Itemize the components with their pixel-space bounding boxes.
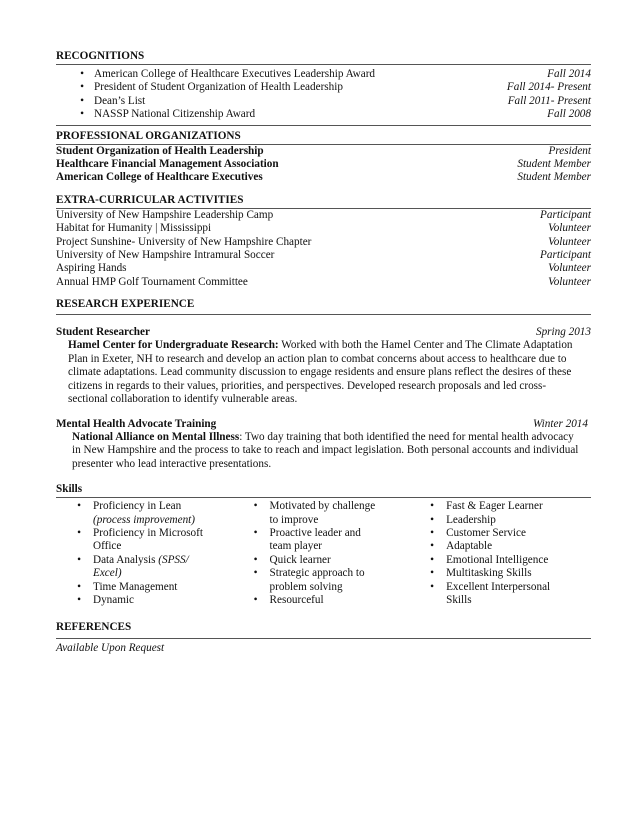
skill-item: • Fast & Eager Learner — [409, 500, 586, 513]
section-title-research: RESEARCH EXPERIENCE — [56, 298, 195, 311]
skill-item: • Multitasking Skills — [409, 567, 586, 580]
bullet-icon: • — [430, 526, 435, 539]
divider — [56, 497, 591, 498]
list-item: Project Sunshine- University of New Hampshire Chapter Volunteer — [56, 235, 591, 248]
list-item: Habitat for Humanity | Mississippi Volunteer — [56, 222, 591, 235]
bullet-icon: • — [253, 553, 258, 566]
references-section — [56, 621, 591, 655]
skill-item: • Proactive leader and team player — [233, 527, 410, 554]
skill-item: • Adaptable — [409, 540, 586, 553]
divider — [56, 64, 591, 65]
bullet-icon: • — [253, 526, 258, 539]
divider — [56, 638, 591, 639]
list-item: University of New Hampshire Intramural Soccer Participant — [56, 248, 591, 261]
section-title-extracurricular: EXTRA-CURRICULAR ACTIVITIES — [56, 193, 244, 206]
bullet-icon: • — [77, 580, 81, 593]
skill-item: • Proficiency in Microsoft Office — [56, 527, 233, 554]
extracurricular-section — [56, 194, 591, 289]
bullet-icon: • — [80, 81, 84, 94]
section-title-skills: Skills — [56, 483, 83, 496]
list-item: Annual HMP Golf Tournament Committee Volunteer — [56, 275, 591, 288]
skill-item: • Time Management — [56, 581, 233, 594]
skills-column — [56, 500, 233, 607]
list-item: Healthcare Financial Management Association Student Member — [56, 157, 591, 170]
list-item: • President of Student Organization of Health Leadership Fall 2014- Present — [56, 81, 591, 94]
skill-item: • Motivated by challenge to improve — [233, 500, 410, 527]
skill-item: • Emotional Intelligence — [409, 554, 586, 567]
skill-item: • Leadership — [409, 514, 586, 527]
bullet-icon: • — [80, 68, 84, 80]
list-item: • American College of Healthcare Executives Leadership Award Fall 2014 — [56, 68, 591, 81]
skill-item: • Excellent Interpersonal Skills — [409, 581, 586, 608]
section-title-recognitions: RECOGNITIONS — [56, 50, 145, 62]
skill-item: • Data Analysis (SPSS/ Excel) — [56, 554, 233, 581]
recognitions-section — [56, 50, 591, 126]
divider — [56, 314, 591, 315]
skills-columns — [56, 500, 591, 607]
skill-item: • Strategic approach to problem solving — [233, 567, 410, 594]
entry-role: Student Researcher — [56, 326, 150, 339]
bullet-icon: • — [80, 94, 84, 107]
entry-date: Spring 2013 — [535, 326, 591, 339]
skill-item: • Resourceful — [233, 594, 410, 607]
entry-description: National Alliance on Mental Illness: Two day training that both identified the need for mental health advocacy in New Hampshire and the process to take to reach and impact legislation. Both personal accounts and individual presenter who lead interactive presentations. — [72, 430, 579, 470]
skill-item: • Customer Service — [409, 527, 586, 540]
skill-item: • Quick learner — [233, 554, 410, 567]
list-item: Aspiring Hands Volunteer — [56, 262, 591, 275]
list-item: University of New Hampshire Leadership Camp Participant — [56, 208, 591, 221]
bullet-icon: • — [253, 500, 258, 513]
bullet-icon: • — [430, 580, 435, 593]
bullet-icon: • — [430, 513, 435, 526]
skills-column — [409, 500, 586, 607]
list-item: • Dean’s List Fall 2011- Present — [56, 95, 591, 108]
bullet-icon: • — [430, 540, 435, 553]
skill-item: • Dynamic — [56, 594, 233, 607]
entry-date: Winter 2014 — [532, 417, 588, 430]
bullet-icon: • — [77, 593, 81, 606]
list-item: American College of Healthcare Executives Student Member — [56, 171, 591, 184]
bullet-icon: • — [430, 553, 435, 566]
skills-section — [56, 483, 591, 607]
research-entry — [56, 326, 591, 406]
bullet-icon: • — [77, 526, 81, 539]
bullet-icon: • — [253, 567, 258, 580]
bullet-icon: • — [77, 553, 81, 566]
research-section — [56, 298, 591, 471]
entry-description: Hamel Center for Undergraduate Research: Worked with both the Hamel Center and The Climate Adaptation Plan in Exeter, NH to research and develop an action plan to combat concerns about access to healthcare due to climate adaptations. Lead community discussion to engage residents and ensure plans reflect the desires of these citizens in regards to their values, priorities, and perspectives. Developed research proposals and led cross- sectional collaboration to identify vulnerable areas. — [68, 339, 573, 406]
bullet-icon: • — [80, 108, 84, 121]
resume-page — [56, 50, 591, 656]
bullet-icon: • — [253, 593, 258, 606]
section-title-professional: PROFESSIONAL ORGANIZATIONS — [56, 129, 241, 142]
list-item: Student Organization of Health Leadership President — [56, 144, 591, 157]
bullet-icon: • — [430, 500, 435, 513]
skill-item: • Proficiency in Lean (process improvement) — [56, 500, 233, 527]
references-text: Available Upon Request — [56, 642, 165, 655]
skills-column — [233, 500, 410, 607]
section-title-references: REFERENCES — [56, 621, 132, 634]
recognitions-list — [56, 68, 591, 122]
list-item: • NASSP National Citizenship Award Fall 2008 — [56, 108, 591, 121]
entry-role: Mental Health Advocate Training — [56, 417, 217, 430]
professional-section — [56, 130, 591, 185]
divider — [56, 125, 591, 126]
bullet-icon: • — [77, 500, 81, 513]
research-entry — [56, 418, 591, 472]
bullet-icon: • — [430, 567, 435, 580]
